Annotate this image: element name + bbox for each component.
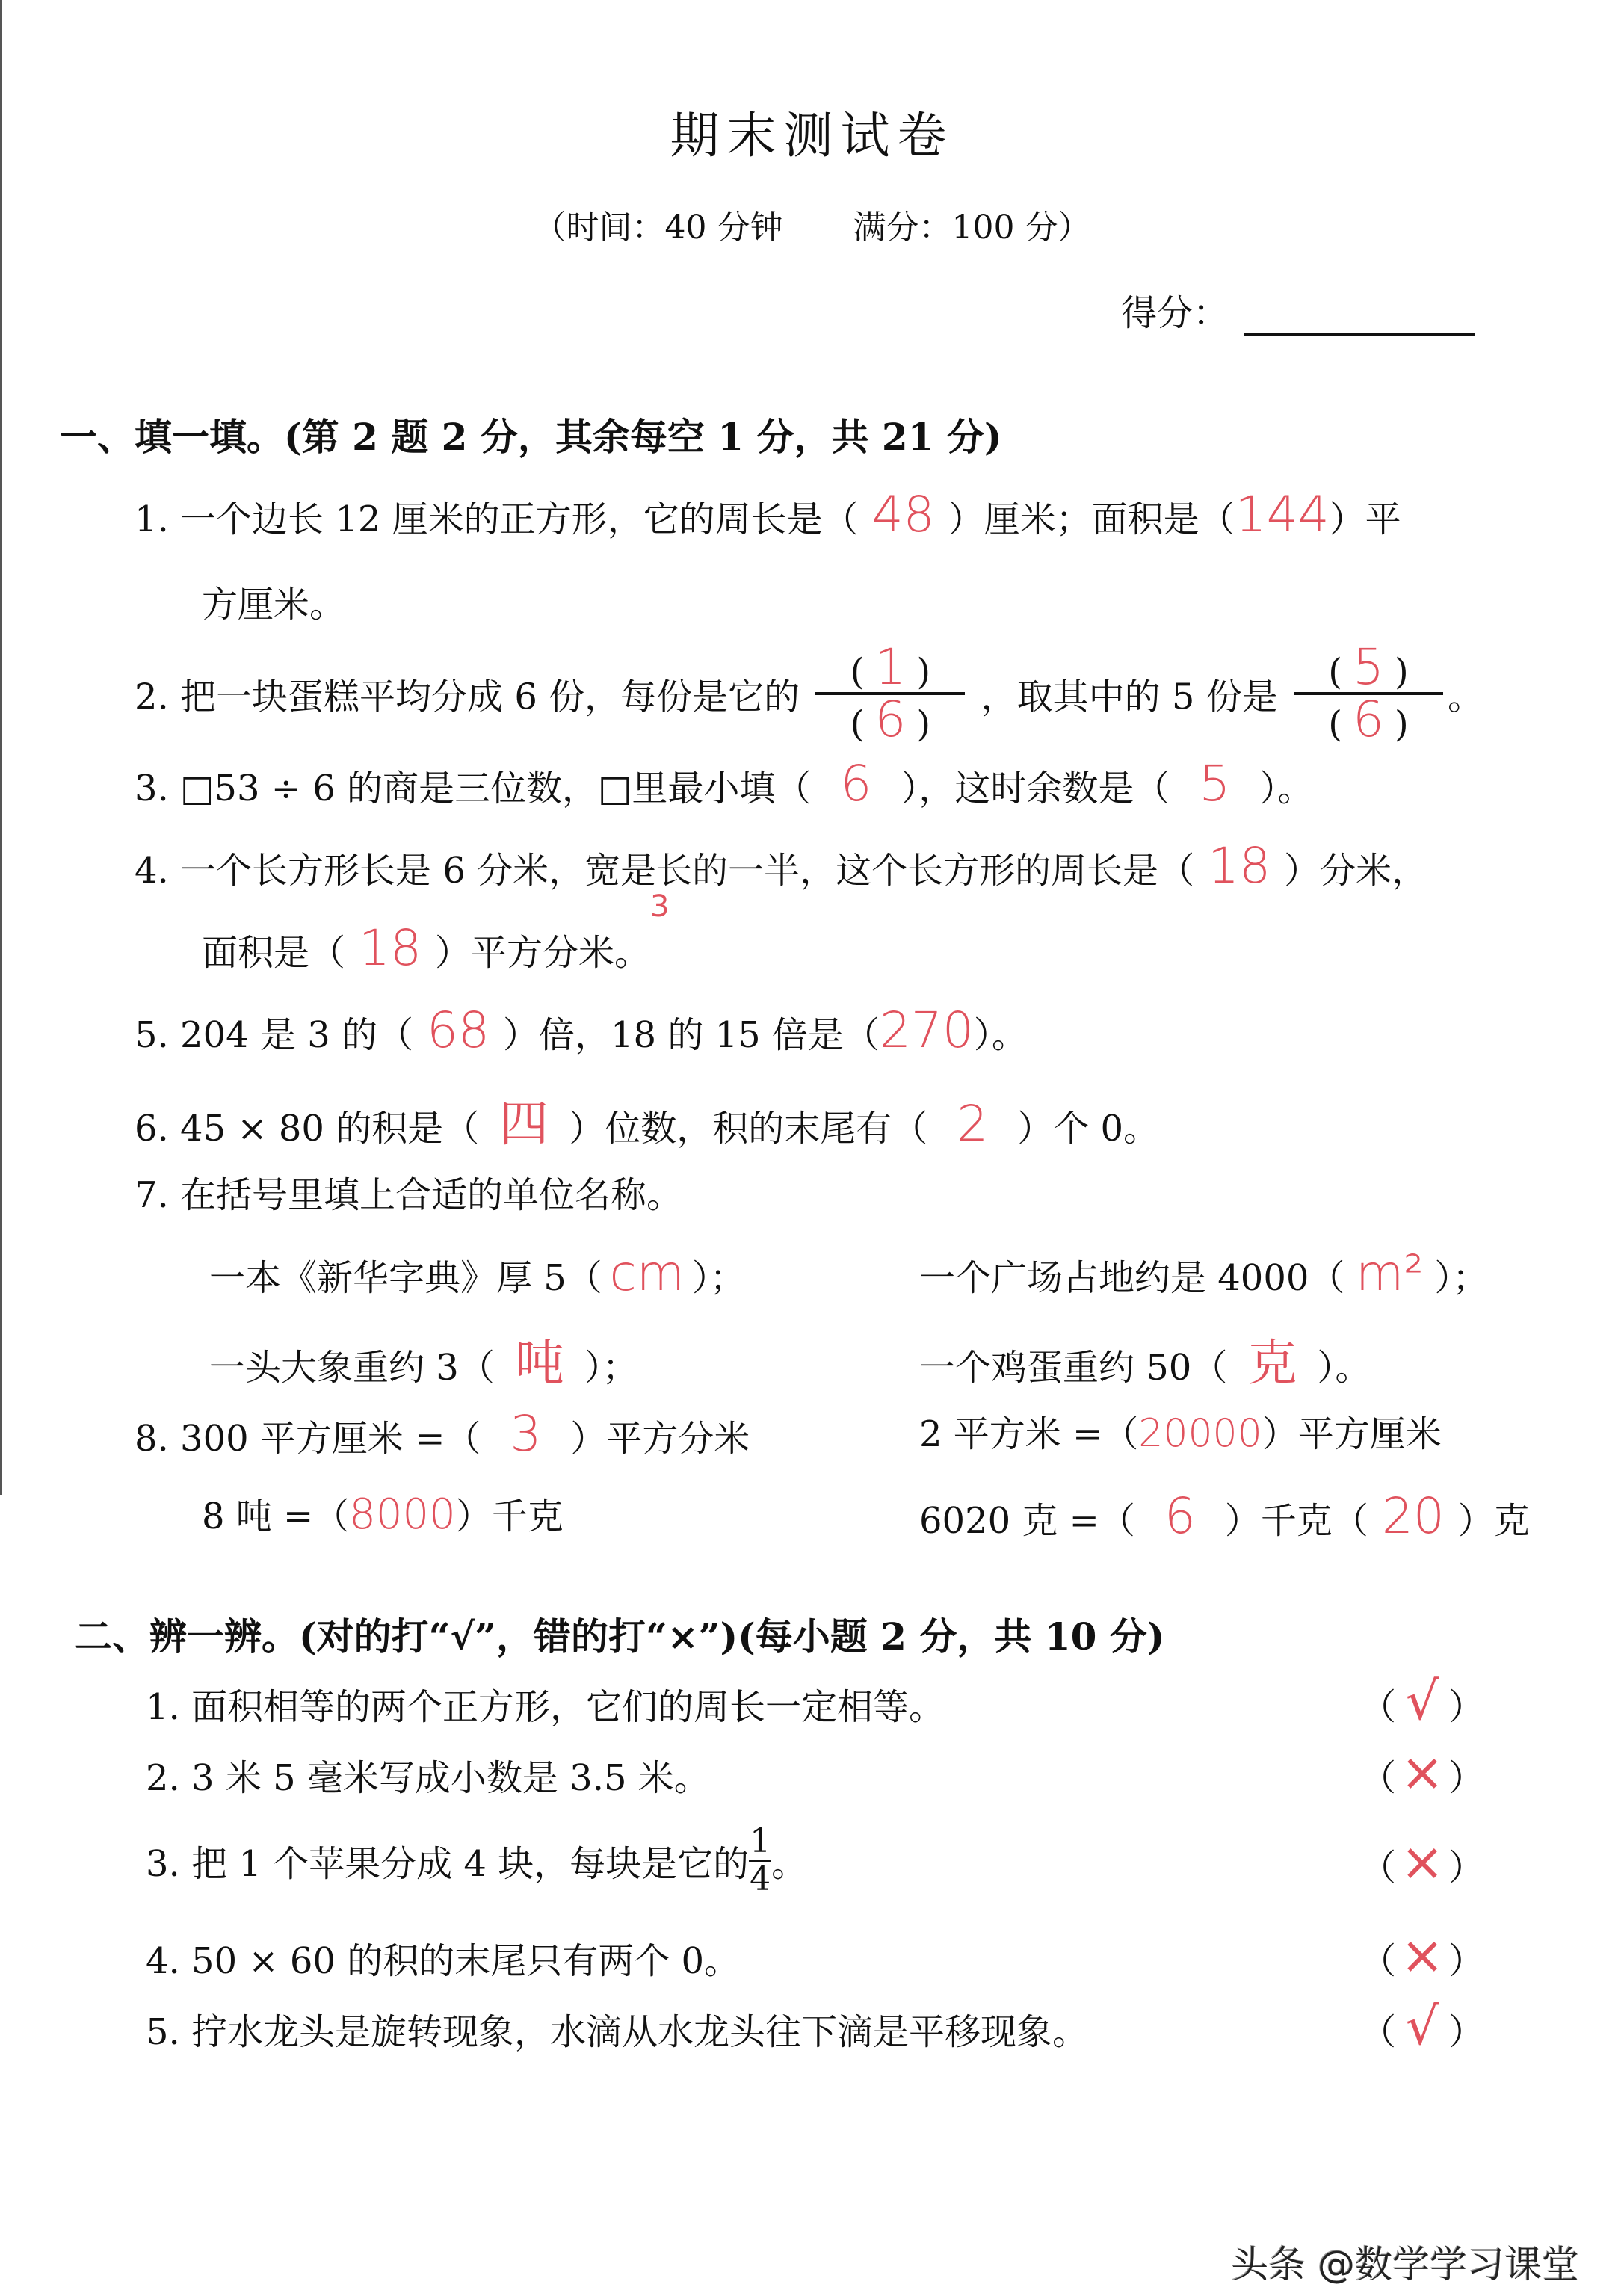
question-5: [135, 1002, 1028, 1059]
answer-q2-num2[interactable]: 5: [1352, 638, 1384, 696]
question-7-item-2: [919, 1244, 1488, 1302]
judge-item-3: [146, 1824, 807, 1898]
q2-text-c: 。: [1447, 676, 1483, 718]
q4-text-d: ）平方分米。: [435, 932, 651, 974]
judge-mark-3[interactable]: （× ）: [1360, 1831, 1485, 1892]
answer-q3-2[interactable]: 5: [1199, 755, 1231, 812]
q8-2-tail: ）平方厘米: [1262, 1413, 1442, 1455]
question-6: [135, 1084, 1159, 1155]
page-title: 期末测试卷: [670, 107, 954, 164]
j3-text: 3. 把 1 个苹果分成 4 块，每块是它的: [146, 1843, 750, 1885]
q7-2-text: 一个广场占地约是 4000（: [919, 1257, 1345, 1299]
q8-2-text: 2 平方米 =（: [919, 1413, 1139, 1455]
answer-q8-3[interactable]: 8000: [349, 1490, 456, 1539]
full-score: 满分：100 分）: [853, 209, 1091, 247]
question-8-item-1: [135, 1405, 750, 1463]
answer-q7-1[interactable]: cm: [609, 1244, 685, 1302]
answer-q6-1[interactable]: 四: [499, 1095, 549, 1152]
section1-heading: 一、填一填。(第 2 题 2 分，其余每空 1 分，共 21 分): [60, 415, 1002, 459]
answer-q4-2[interactable]: 18: [359, 919, 422, 977]
fraction-one-quarter: $\frac{1}{4}$: [750, 1822, 771, 1898]
q7-3-tail: ）；: [584, 1347, 638, 1389]
check-mark-icon: √: [1405, 1670, 1439, 1732]
q7-3-text: 一头大象重约 3（: [209, 1347, 495, 1389]
q8-3-tail: ）千克: [455, 1496, 564, 1537]
answer-q8-2[interactable]: 20000: [1138, 1411, 1262, 1456]
fraction-answer-2[interactable]: $\frac{( 5 )}{( 6 )}$: [1294, 643, 1443, 744]
answer-q5-1[interactable]: 68: [427, 1002, 490, 1059]
q1-text-a: 1. 一个边长 12 厘米的正方形，它的周长是（: [135, 499, 859, 540]
q2-text-a: 2. 把一块蛋糕平均分成 6 份，每份是它的: [135, 676, 800, 718]
judge-item-2: 2. 3 米 5 毫米写成小数是 3.5 米。: [146, 1757, 710, 1799]
judge-item-5: 5. 拧水龙头是旋转现象，水滴从水龙头往下滴是平移现象。: [146, 2011, 1089, 2053]
q3-text-c: ）。: [1259, 768, 1314, 809]
judge-item-1: 1. 面积相等的两个正方形，它们的周长一定相等。: [146, 1686, 945, 1728]
q6-text-a: 6. 45 × 80 的积是（: [135, 1108, 480, 1149]
question-1: [135, 486, 1401, 543]
question-8-item-3: [202, 1487, 564, 1539]
red-correction-note: 3: [650, 889, 670, 924]
q4-text-b: ）分米，: [1284, 850, 1428, 892]
time-limit: （时间：40 分钟: [533, 209, 783, 247]
cross-mark-icon: ×: [1400, 1831, 1445, 1892]
judge-mark-4[interactable]: （× ）: [1360, 1925, 1485, 1986]
question-4-cont: [202, 919, 650, 977]
q8-4-mid: ）千克（: [1224, 1500, 1368, 1542]
q6-text-c: ）个 0。: [1017, 1108, 1160, 1149]
q7-4-tail: ）。: [1317, 1347, 1371, 1389]
question-7-prompt: 7. 在括号里填上合适的单位名称。: [135, 1174, 683, 1216]
q6-text-b: ）位数，积的末尾有（: [569, 1108, 928, 1149]
q8-1-text: 8. 300 平方厘米 =（: [135, 1418, 481, 1460]
question-8-item-4: [919, 1487, 1530, 1545]
answer-q7-3[interactable]: 吨: [514, 1334, 564, 1392]
judge-mark-1[interactable]: （ √ ）: [1360, 1670, 1485, 1732]
question-1-cont: 方厘米。: [202, 584, 346, 626]
section2-heading: 二、辨一辨。(对的打“√”，错的打“×”)(每小题 2 分，共 10 分): [75, 1614, 1165, 1658]
answer-q5-2[interactable]: 270: [879, 1002, 974, 1059]
q1-text-b: ）厘米；面积是（: [948, 499, 1235, 540]
q8-4-tail: ）克: [1457, 1500, 1530, 1542]
question-3: [135, 755, 1313, 812]
q3-text-b: ），这时余数是（: [901, 768, 1170, 809]
answer-q2-den2[interactable]: 6: [1352, 691, 1384, 748]
question-2: [135, 638, 1483, 748]
judge-mark-5[interactable]: （ √ ）: [1360, 1996, 1485, 2057]
q8-3-text: 8 吨 =（: [202, 1496, 350, 1537]
q5-text-c: ）。: [973, 1014, 1028, 1056]
q7-2-tail: ）；: [1434, 1257, 1489, 1299]
q7-4-text: 一个鸡蛋重约 50（: [919, 1347, 1228, 1389]
answer-q6-2[interactable]: 2: [957, 1095, 989, 1152]
answer-q3-1[interactable]: 6: [840, 755, 872, 812]
answer-q2-den1[interactable]: 6: [874, 691, 907, 748]
q5-text-b: ）倍，18 的 15 倍是（: [503, 1014, 880, 1056]
answer-q4-1[interactable]: 18: [1208, 837, 1271, 895]
q4-text-c: 面积是（: [202, 932, 346, 974]
score-label: 得分：: [1121, 292, 1229, 334]
answer-q8-4b[interactable]: 20: [1381, 1487, 1445, 1545]
q5-text-a: 5. 204 是 3 的（: [135, 1014, 413, 1056]
answer-q1-1[interactable]: 48: [871, 486, 935, 543]
question-7-item-3: [209, 1323, 638, 1394]
watermark: 头条 @数学学习课堂: [1231, 2243, 1579, 2286]
cross-mark-icon: ×: [1400, 1741, 1445, 1803]
answer-q7-2[interactable]: m²: [1356, 1244, 1424, 1302]
answer-q7-4[interactable]: 克: [1247, 1334, 1297, 1392]
answer-q8-1[interactable]: 3: [510, 1405, 542, 1463]
q7-1-tail: ）；: [691, 1257, 746, 1299]
judge-item-4: 4. 50 × 60 的积的末尾只有两个 0。: [146, 1940, 741, 1982]
answer-q2-num1[interactable]: 1: [874, 638, 907, 696]
question-7-item-4: [919, 1323, 1371, 1394]
answer-q8-4a[interactable]: 6: [1164, 1487, 1196, 1545]
answer-q1-2[interactable]: 144: [1235, 486, 1330, 543]
q3-text-a: 3. □53 ÷ 6 的商是三位数，□里最小填（: [135, 768, 812, 809]
cross-mark-icon: ×: [1400, 1925, 1445, 1986]
question-8-item-2: [919, 1405, 1442, 1457]
q8-1-tail: ）平方分米: [570, 1418, 750, 1460]
q8-4-text: 6020 克 =（: [919, 1500, 1135, 1542]
question-7-item-1: [209, 1244, 746, 1302]
judge-mark-2[interactable]: （× ）: [1360, 1741, 1485, 1803]
q4-text-a: 4. 一个长方形长是 6 分米，宽是长的一半，这个长方形的周长是（: [135, 850, 1195, 892]
check-mark-icon: √: [1405, 1996, 1439, 2057]
q2-text-b: ，取其中的 5 份是: [981, 676, 1278, 718]
q7-1-text: 一本《新华字典》厚 5（: [209, 1257, 602, 1299]
question-4: [135, 837, 1427, 895]
q1-text-c: ）平: [1329, 499, 1401, 540]
j3-tail: 。: [771, 1843, 808, 1885]
exam-meta: [0, 200, 1624, 248]
score-field: [1121, 284, 1475, 336]
fraction-answer-1[interactable]: $\frac{( 1 )}{( 6 )}$: [815, 643, 965, 744]
score-blank[interactable]: [1244, 303, 1475, 336]
